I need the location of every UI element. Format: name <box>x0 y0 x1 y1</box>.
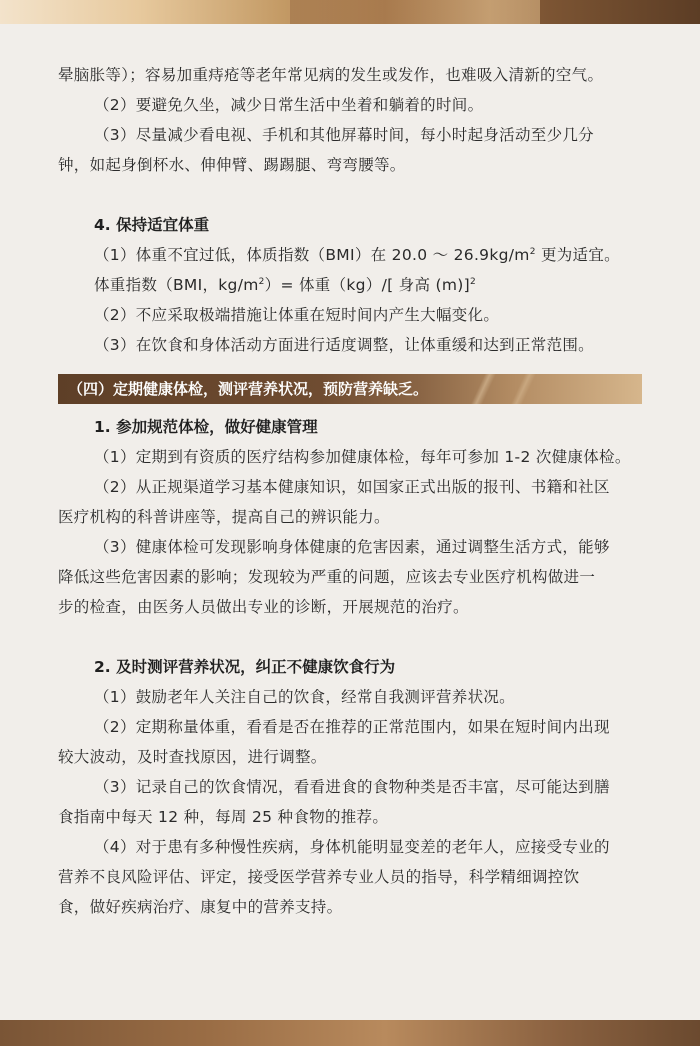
list-item: （3）健康体检可发现影响身体健康的危害因素，通过调整生活方式，能够 <box>94 538 610 556</box>
text: 体重指数（BMI，kg/m <box>94 276 259 294</box>
paragraph-line: 食指南中每天 12 种，每周 25 种食物的推荐。 <box>58 808 389 826</box>
list-item: （2）定期称量体重，看看是否在推荐的正常范围内，如果在短时间内出现 <box>94 718 610 736</box>
top-band-segment <box>290 0 540 24</box>
paragraph-line: 钟，如起身倒杯水、伸伸臂、踢踢腿、弯弯腰等。 <box>58 156 406 174</box>
list-item: （3）尽量减少看电视、手机和其他屏幕时间，每小时起身活动至少几分 <box>94 126 594 144</box>
banner-title: （四）定期健康体检，测评营养状况，预防营养缺乏。 <box>68 380 429 398</box>
text: ）= 体重（kg）/[ 身高 (m)] <box>264 276 470 294</box>
text: 更为适宜。 <box>535 246 620 264</box>
list-item: （2）要避免久坐，减少日常生活中坐着和躺着的时间。 <box>94 96 484 114</box>
list-item: （4）对于患有多种慢性疾病，身体机能明显变差的老年人，应接受专业的 <box>94 838 610 856</box>
document-body <box>58 60 648 922</box>
banner-decoration <box>478 374 568 404</box>
list-item: （2）从正规渠道学习基本健康知识，如国家正式出版的报刊、书籍和社区 <box>94 478 610 496</box>
paragraph-line: 食，做好疾病治疗、康复中的营养支持。 <box>58 898 343 916</box>
paragraph-line: 医疗机构的科普讲座等，提高自己的辨识能力。 <box>58 508 390 526</box>
superscript: 2 <box>529 247 536 257</box>
list-item: （1）定期到有资质的医疗结构参加健康体检，每年可参加 1-2 次健康体检。 <box>94 448 631 466</box>
list-item: （3）在饮食和身体活动方面进行适度调整，让体重缓和达到正常范围。 <box>94 336 594 354</box>
paragraph-line: 较大波动，及时查找原因，进行调整。 <box>58 748 327 766</box>
top-band-segment <box>540 0 700 24</box>
list-item <box>58 240 648 270</box>
superscript: 2 <box>258 277 265 287</box>
text: （1）体重不宜过低，体质指数（BMI）在 20.0 ～ 26.9kg/m <box>94 246 530 264</box>
top-decorative-band <box>0 0 700 24</box>
formula-line <box>58 270 648 300</box>
bottom-decorative-band <box>0 1020 700 1046</box>
superscript: 2 <box>469 277 476 287</box>
list-item: （3）记录自己的饮食情况，看看进食的食物种类是否丰富，尽可能达到膳 <box>94 778 610 796</box>
paragraph-line: 晕脑胀等）；容易加重痔疮等老年常见病的发生或发作，也难吸入清新的空气。 <box>58 66 604 84</box>
list-item: （1）鼓励老年人关注自己的饮食，经常自我测评营养状况。 <box>94 688 515 706</box>
paragraph-line: 降低这些危害因素的影响；发现较为严重的问题，应该去专业医疗机构做进一 <box>58 568 596 586</box>
section-heading-checkup: 1. 参加规范体检，做好健康管理 <box>94 418 318 436</box>
section-banner <box>58 374 642 404</box>
section-heading-weight: 4. 保持适宜体重 <box>94 216 210 234</box>
paragraph-line: 步的检查，由医务人员做出专业的诊断，开展规范的治疗。 <box>58 598 469 616</box>
section-heading-nutrition: 2. 及时测评营养状况，纠正不健康饮食行为 <box>94 658 396 676</box>
paragraph-line: 营养不良风险评估、评定，接受医学营养专业人员的指导，科学精细调控饮 <box>58 868 580 886</box>
list-item: （2）不应采取极端措施让体重在短时间内产生大幅变化。 <box>94 306 500 324</box>
